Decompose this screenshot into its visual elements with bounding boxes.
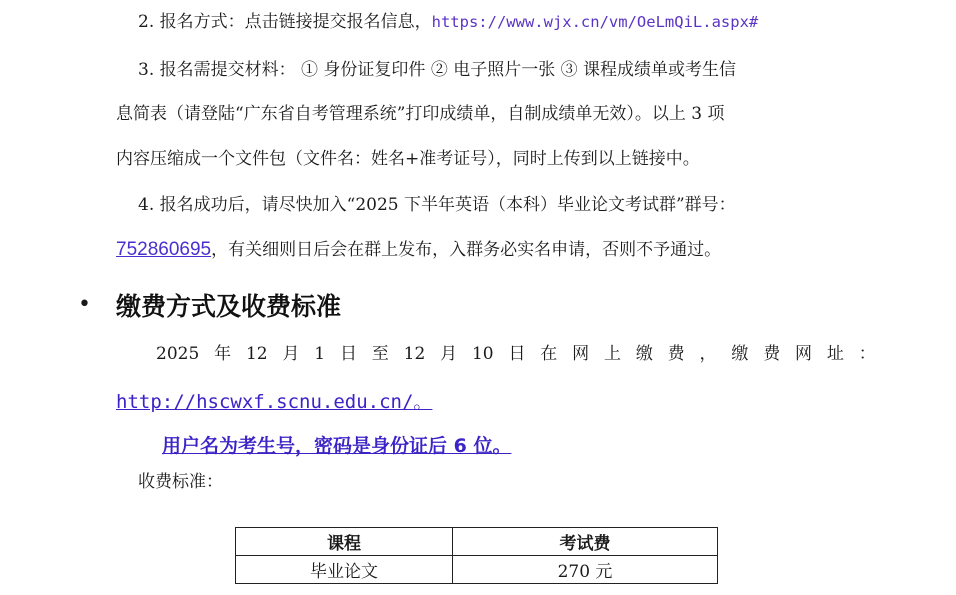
item4-line1: 4. 报名成功后，请尽快加入“2025 下半年英语（本科）毕业论文考试群”群号： <box>138 195 736 215</box>
header-course: 课程 <box>236 528 453 556</box>
payment-url-link[interactable]: http://hscwxf.scnu.edu.cn/。 <box>116 391 433 413</box>
cell-fee: 270 元 <box>453 556 718 584</box>
date-token: 月 <box>440 344 458 364</box>
date-token: 缴 <box>635 344 653 364</box>
date-token: 至 <box>371 344 389 364</box>
fee-table-header-row <box>236 528 718 556</box>
group-number-link[interactable]: 752860695 <box>116 239 212 260</box>
registration-link[interactable]: https://www.wjx.cn/vm/OeLmQiL.aspx# <box>431 13 759 31</box>
item3-line1: 3. 报名需提交材料： ① 身份证复印件 ② 电子照片一张 ③ 课程成绩单或考生信 <box>138 60 737 80</box>
date-token: 网 <box>572 344 590 364</box>
date-token: 12 <box>245 344 268 364</box>
header-exam-fee: 考试费 <box>453 528 718 556</box>
date-token: 费 <box>763 344 781 364</box>
date-token: 日 <box>339 344 357 364</box>
date-token: 网 <box>795 344 813 364</box>
date-token: 1 <box>314 344 326 364</box>
section-bullet: • <box>78 292 91 317</box>
item4-line2 <box>116 238 721 262</box>
item3-line2: 息简表（请登陆“广东省自考管理系统”打印成绩单，自制成绩单无效）。以上 3 项 <box>116 104 725 124</box>
item3-line3: 内容压缩成一个文件包（文件名：姓名+准考证号），同时上传到以上链接中。 <box>116 149 700 169</box>
payment-date-line <box>156 342 876 366</box>
date-token: 址 <box>826 344 844 364</box>
fee-table <box>235 527 718 584</box>
date-token: 在 <box>540 344 558 364</box>
date-token: 12 <box>403 344 426 364</box>
date-token: 日 <box>508 344 526 364</box>
date-token: 月 <box>282 344 300 364</box>
item4-line2-text: ，有关细则日后会在群上发布，入群务必实名申请，否则不予通过。 <box>211 240 722 260</box>
date-token: 缴 <box>731 344 749 364</box>
date-token: 2025 <box>156 344 200 364</box>
date-token: 年 <box>214 344 232 364</box>
fee-label: 收费标准： <box>138 472 223 492</box>
date-token: ， <box>699 344 717 364</box>
date-token: ： <box>858 344 876 364</box>
section-heading: 缴费方式及收费标准 <box>116 292 342 321</box>
date-token: 费 <box>667 344 685 364</box>
date-token: 上 <box>603 344 621 364</box>
date-token: 10 <box>471 344 494 364</box>
cell-course: 毕业论文 <box>236 556 453 584</box>
item2-text: 2. 报名方式：点击链接提交报名信息， <box>138 12 432 32</box>
table-row <box>236 556 718 584</box>
login-note: 用户名为考生号，密码是身份证后 6 位。 <box>162 435 512 457</box>
item2-line <box>138 10 758 34</box>
